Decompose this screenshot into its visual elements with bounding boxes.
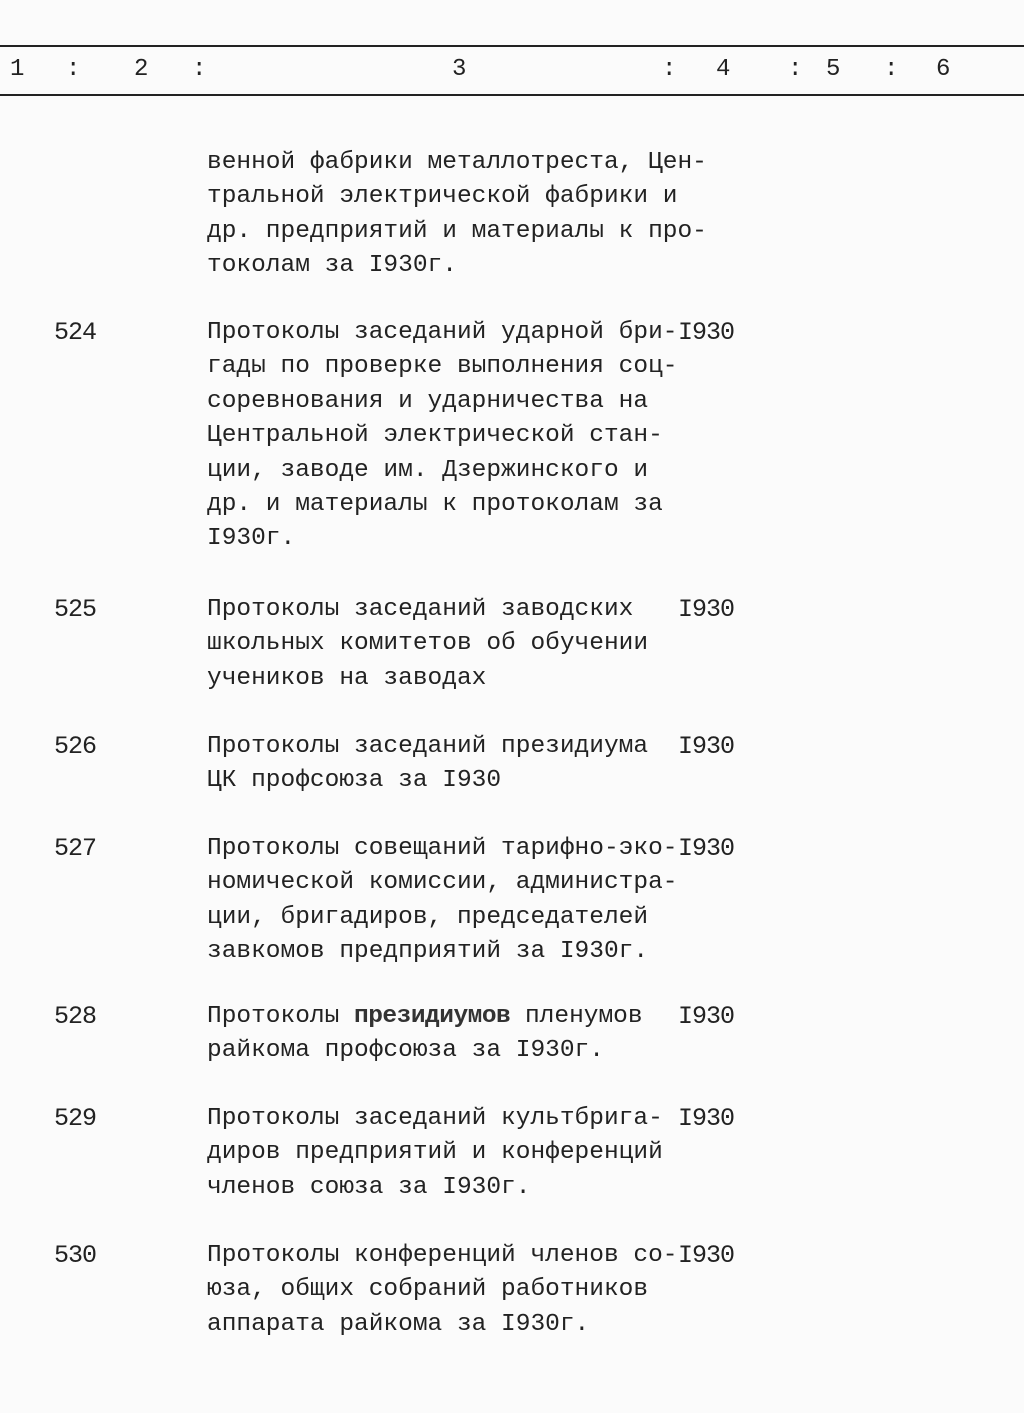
text-line: ЦК профсоюза за I930 — [207, 767, 502, 795]
text-line: Центральной электрической стан- — [207, 422, 663, 450]
column-separator: : — [662, 56, 677, 83]
text-line: тральной электрической фабрики и — [207, 183, 678, 211]
column-header-5: 5 — [826, 56, 841, 83]
header-top-rule — [0, 45, 1024, 47]
text-line: I930г. — [207, 525, 296, 553]
entry-year: I930 — [678, 1241, 735, 1270]
entry-description — [207, 316, 677, 557]
text-line: учеников на заводах — [207, 664, 487, 692]
text-line: номической комиссии, администра- — [207, 869, 678, 897]
text-line: Протоколы конференций членов со- — [207, 1242, 678, 1269]
text-line: Протоколы заседаний заводских — [207, 596, 634, 623]
entry-number: 528 — [54, 1002, 97, 1031]
text-line: гады по проверке выполнения соц- — [207, 353, 678, 381]
text-line: др. и материалы к протоколам за — [207, 491, 663, 519]
text-line: соревнования и ударничества на — [207, 387, 649, 415]
text-line: венной фабрики металлотреста, Цен- — [207, 149, 707, 176]
text-line: аппарата райкома за I930г. — [207, 1310, 590, 1338]
entry-year: I930 — [678, 595, 735, 624]
text-line: др. предприятий и материалы к про- — [207, 217, 707, 245]
column-separator: : — [884, 56, 899, 83]
entry-number: 530 — [54, 1241, 97, 1270]
text-line: ции, заводе им. Дзержинского и — [207, 456, 649, 484]
entry-description — [207, 593, 648, 696]
column-separator: : — [66, 56, 81, 83]
text-line: Протоколы заседаний культбрига- — [207, 1105, 663, 1132]
entry-description — [207, 730, 648, 799]
text-fragment: Протоколы — [207, 1003, 355, 1030]
text-line: райкома профсоюза за I930г. — [207, 1037, 604, 1065]
overtyped-word: президиумов — [354, 1003, 511, 1030]
entry-year: I930 — [678, 1002, 735, 1031]
entry-description — [207, 1239, 677, 1342]
entry-year: I930 — [678, 318, 735, 347]
text-line: токолам за I930г. — [207, 252, 457, 280]
entry-number: 526 — [54, 732, 97, 761]
text-line — [207, 1000, 643, 1034]
text-line: ции, бригадиров, председателей — [207, 903, 649, 931]
column-header-1: 1 — [10, 56, 25, 83]
column-header-2: 2 — [134, 56, 149, 83]
header-bottom-rule — [0, 94, 1024, 96]
entry-description — [207, 1102, 663, 1205]
text-line: Протоколы заседаний президиума — [207, 733, 649, 760]
entry-number: 525 — [54, 595, 97, 624]
entry-year: I930 — [678, 834, 735, 863]
entry-number: 529 — [54, 1104, 97, 1133]
column-separator: : — [788, 56, 803, 83]
entry-number: 524 — [54, 318, 97, 347]
entry-year: I930 — [678, 732, 735, 761]
column-separator: : — [192, 56, 207, 83]
text-line: Протоколы совещаний тарифно-эко- — [207, 835, 678, 862]
text-line: завкомов предприятий за I930г. — [207, 938, 649, 966]
text-line: членов союза за I930г. — [207, 1173, 531, 1201]
text-line: юза, общих собраний работников — [207, 1276, 649, 1304]
text-line: Протоколы заседаний ударной бри- — [207, 319, 678, 346]
column-header-4: 4 — [716, 56, 731, 83]
entry-number: 527 — [54, 834, 97, 863]
text-line: школьных комитетов об обучении — [207, 630, 649, 658]
column-header-6: 6 — [936, 56, 951, 83]
text-line: диров предприятий и конференций — [207, 1139, 663, 1167]
entry-description — [207, 146, 707, 284]
entry-year: I930 — [678, 1104, 735, 1133]
column-header-3: 3 — [452, 56, 467, 83]
entry-description — [207, 832, 677, 970]
text-fragment: пленумов — [510, 1003, 643, 1030]
entry-description — [207, 1000, 643, 1069]
